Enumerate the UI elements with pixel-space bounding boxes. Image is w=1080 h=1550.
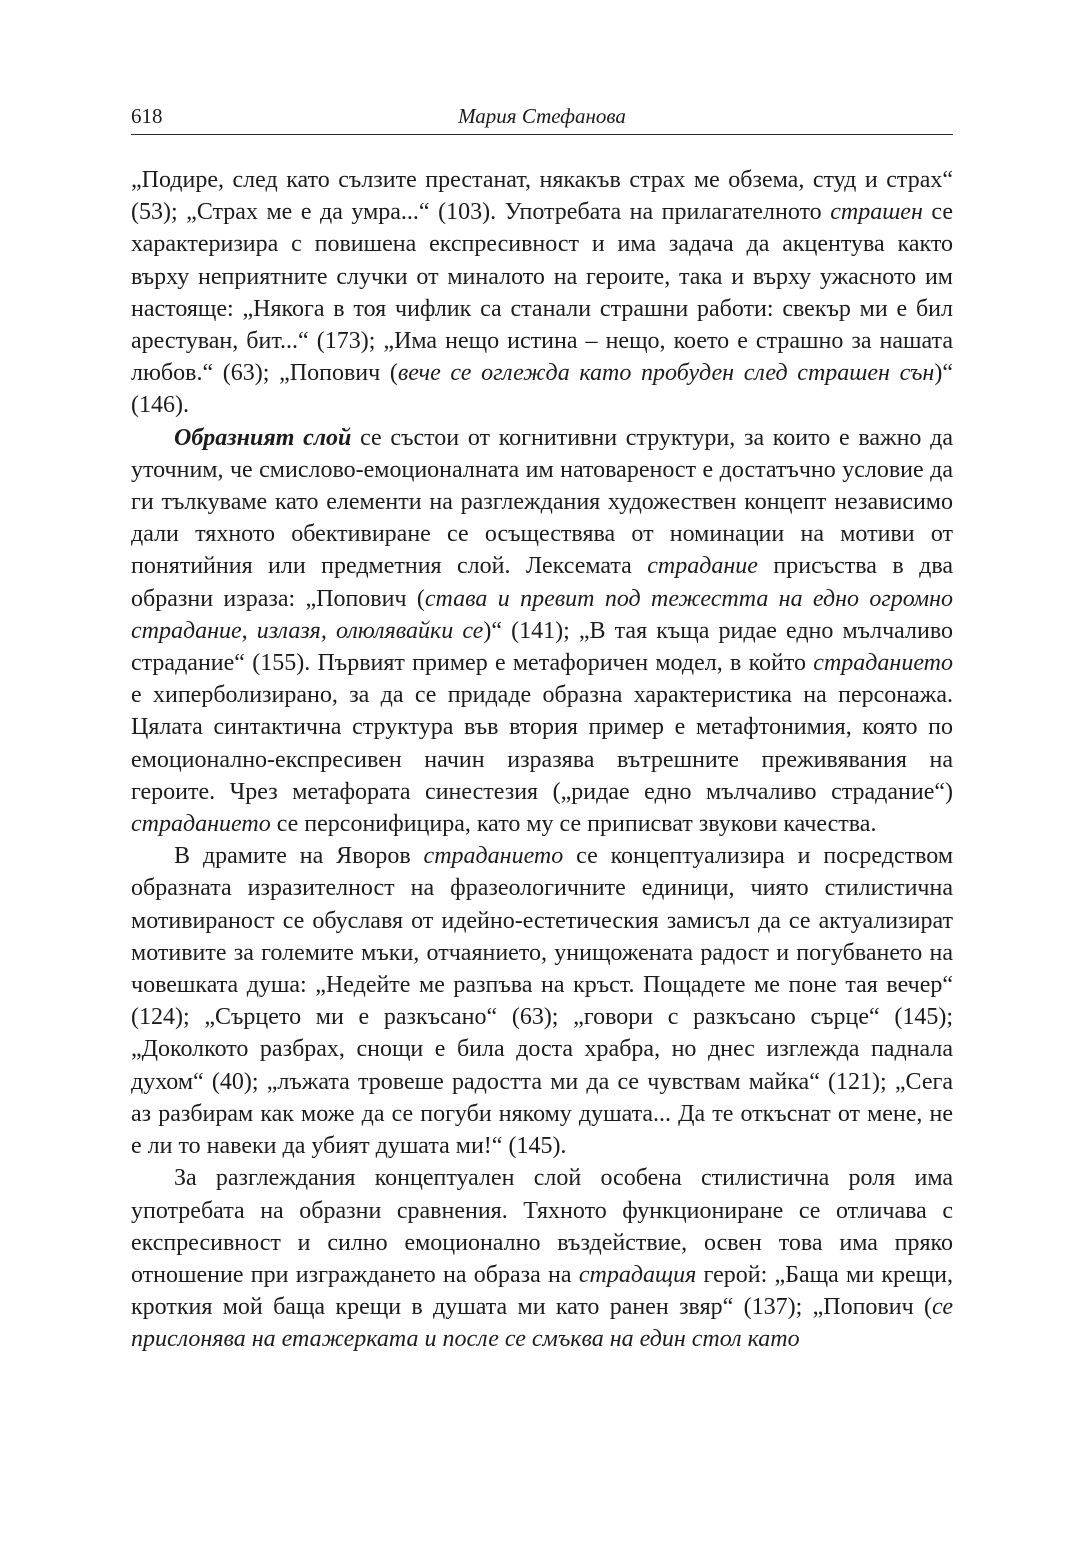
text-run: се състои от когнитивни структури, за които е важно да уточним, че смислово-емоционалната им натовареност е достатъчно условие да ги тълкуваме като елементи на разглеждания художествен концепт независимо дали тяхното обективиране се осъществява от номинации на мотиви от понятийния или предметния слой. Лексемата xyxy=(131,424,953,580)
paragraph xyxy=(131,422,953,841)
italic-run: страшен xyxy=(830,199,923,226)
text-run: е хиперболизирано, за да се придаде образна характеристика на персонажа. Цялата синтактична структура във втория пример е метафтонимия, която по емоционално-експресивен начин изразява вътрешните преживявания на героите. Чрез метафората синестезия („ридае едно мълчаливо страдание“) xyxy=(131,682,953,805)
italic-run: страдащия xyxy=(578,1261,697,1288)
text-run: За разглеждания концептуален слой особена стилистична роля има употребата на образни сравнения. Тяхното функциониране се отличава с експресивност и силно емоционално въздействие, освен това има пряко отношение при изграждането на образа на xyxy=(131,1165,953,1288)
text-run: )“ (146). xyxy=(131,360,953,419)
text-run: В драмите на Яворов xyxy=(174,843,424,870)
text-run: герой: „Баща ми крещи, кроткия мой баща крещи в душата ми като ранен звяр“ (137); „Попович ( xyxy=(131,1261,953,1321)
running-head xyxy=(131,100,953,135)
italic-run: страданието xyxy=(131,811,271,838)
text-run: „Подире, след като сълзите престанат, някакъв страх ме обзема, студ и страх“ (53); „Страх ме е да умра...“ (103). Употребата на прилагателното xyxy=(131,167,953,226)
text-run: присъства в два образни израза: „Попович ( xyxy=(131,553,953,612)
paragraph xyxy=(131,840,953,1162)
page-number: 618 xyxy=(131,104,163,128)
italic-run: страданието xyxy=(423,843,564,870)
italic-run: става и превит под тежестта на едно огромно страдание, излазя, олюлявайки се xyxy=(131,585,954,644)
body-text xyxy=(131,164,953,1356)
running-title: Мария Стефанова xyxy=(458,104,626,128)
emphasis-term: Образният слой xyxy=(174,424,352,451)
italic-run: се прислонява на етажерката и после се смъква на един стол като xyxy=(131,1294,953,1353)
paragraph xyxy=(131,1162,953,1355)
text-run: се характеризира с повишена експресивност и има задача да акцентува както върху неприятните случки от миналото на героите, така и върху ужасното им настояще: „Някога в тоя чифлик са станали страшни работи: свекър ми е бил арестуван, бит...“ (173); „Има нещо истина – нещо, което е страшно за нашата любов.“ (63); „Попович ( xyxy=(131,199,953,387)
text-run: се концептуализира и посредством образната изразителност на фразеологичните единици, чиято стилистична мотивираност се обуславя от идейно-естетическия замисъл да се актуализират мотивите за големите мъки, отчаянието, унищожената радост и погубването на човешката душа: „Недейте ме разпъва на кръст. Пощадете ме поне тая вечер“ (124); „Сърцето ми е разкъсано“ (63); „говори с разкъсано сърце“ (145); „Доколкото разбрах, снощи е била доста храбра, но днес изглежда паднала духом“ (40); „лъжата тровеше радостта ми да се чувствам майка“ (121); „Сега аз разбирам как може да се погуби някому душата... Да те откъснат от мене, не е ли то навеки да убият душата ми!“ (145). xyxy=(131,843,954,1160)
text-run: се персонифицира, като му се приписват звукови качества. xyxy=(270,811,877,838)
text-run: )“ (141); „В тая къща ридае едно мълчаливо страдание“ (155). Първият пример е метафоричен модел, в който xyxy=(131,617,953,677)
italic-run: страданието xyxy=(813,650,953,677)
paragraph xyxy=(131,164,953,422)
italic-run: вече се оглежда като пробуден след страшен сън xyxy=(397,360,935,387)
italic-run: страдание xyxy=(647,553,758,580)
